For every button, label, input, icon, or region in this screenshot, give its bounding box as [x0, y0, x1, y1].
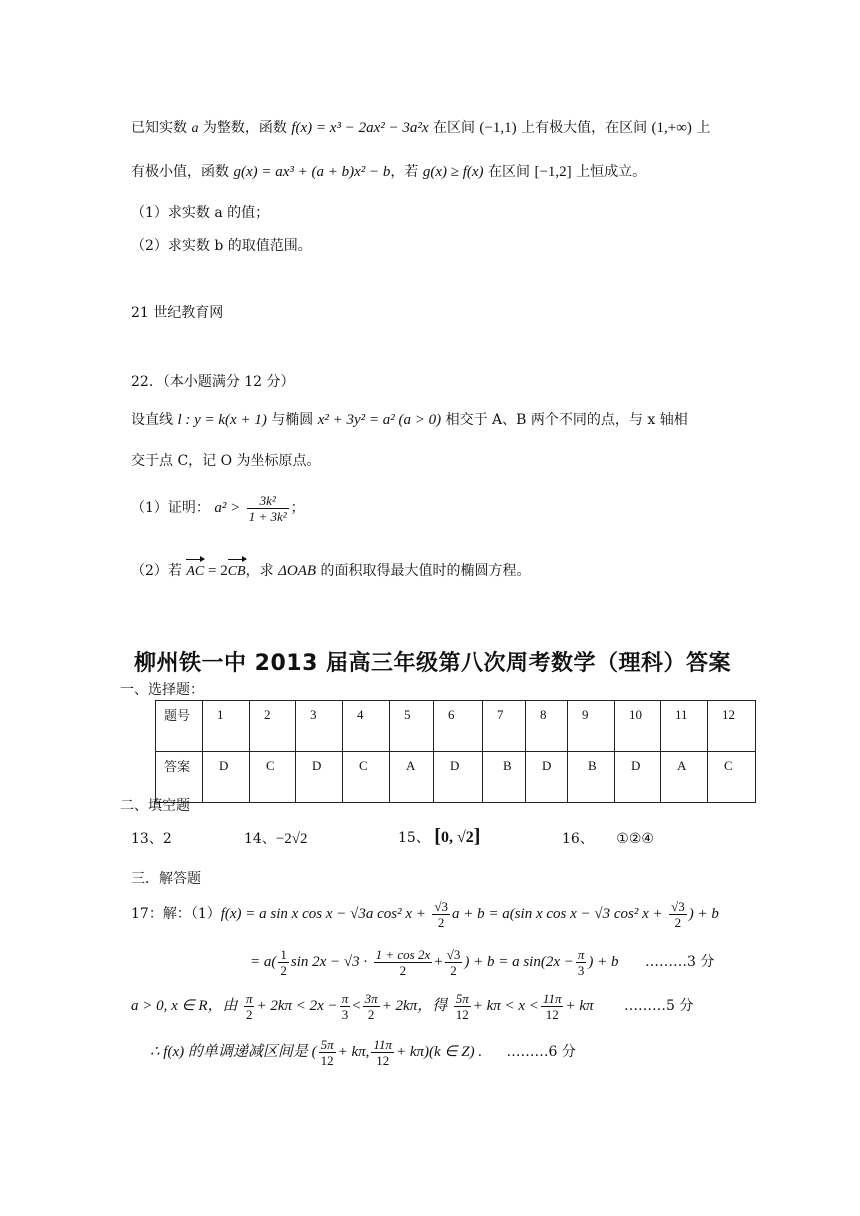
table-cell: C	[250, 752, 296, 803]
fraction-numerator: √3	[434, 898, 448, 914]
q17-eq2-e: ) + b	[588, 954, 619, 970]
answer-title: 柳州铁一中 2013 届高三年级第八次周考数学（理科）答案	[134, 651, 732, 676]
q22-line1	[131, 410, 688, 430]
table-cell: 11	[661, 701, 708, 752]
q17-label: 17：解：（1）	[131, 906, 221, 922]
q22-line-def: l : y = k(x + 1)	[177, 412, 267, 428]
q22-part1	[131, 490, 305, 526]
fill-q15-value: 0, √2	[440, 829, 474, 846]
q17-eq3	[131, 988, 693, 1024]
q21-line2	[131, 162, 646, 182]
q17-eq1-c: ) + b	[688, 906, 719, 922]
vector-ac: AC	[186, 562, 204, 582]
table-cell: A	[661, 752, 708, 803]
fraction-numerator: 5π	[455, 990, 469, 1006]
fill-q14-value: −2√2	[275, 831, 308, 847]
q22-text: ；	[290, 500, 305, 516]
q21-text: 在区间	[428, 120, 480, 136]
table-cell: 8	[526, 701, 568, 752]
score-5: ………5 分	[623, 998, 694, 1014]
table-cell: C	[343, 752, 390, 803]
fraction-denominator: 12	[320, 1052, 334, 1068]
fraction	[445, 947, 463, 978]
fraction	[576, 947, 587, 978]
q21-inequality: g(x) ≥ f(x)	[422, 164, 484, 180]
table-head-number: 题号	[156, 701, 203, 752]
q17-eq3-f: + kπ	[565, 998, 594, 1014]
fraction	[374, 947, 433, 978]
watermark: 21 世纪教育网	[131, 305, 224, 321]
table-cell: B	[483, 752, 526, 803]
q17-eq1	[131, 896, 719, 932]
fraction-numerator: 1 + cos 2x	[375, 946, 431, 962]
q21-text: 上有极大值，在区间	[516, 120, 652, 136]
fraction-numerator: 5π	[320, 1036, 334, 1052]
q22-line2: 交于点 C，记 O 为坐标原点。	[131, 453, 321, 469]
q21-text: 为整数，函数	[198, 120, 292, 136]
q21-g-def: g(x) = ax³ + (a + b)x² − b	[233, 164, 391, 180]
q22-part1-fraction	[247, 493, 289, 524]
q17-eq4	[150, 1034, 576, 1070]
section-solution: 三．解答题	[131, 871, 201, 887]
table-cell: 5	[390, 701, 434, 752]
fraction	[432, 899, 450, 930]
fill-q16-value: ①②④	[616, 831, 654, 847]
q17-eq4-a: ∴ f(x) 的单调递减区间是 (	[150, 1044, 317, 1060]
q17-eq2-a: = a(	[250, 954, 277, 970]
table-cell: 12	[708, 701, 756, 752]
q21-var-a: a	[191, 121, 199, 136]
q22-triangle: ΔOAB	[278, 563, 317, 579]
fraction-numerator: 3k²	[247, 493, 289, 509]
fraction	[541, 991, 564, 1022]
fill-q16-label: 16、	[562, 831, 594, 847]
fraction-denominator: 2	[280, 962, 287, 978]
table-cell: 6	[434, 701, 483, 752]
table-row-numbers	[156, 701, 756, 752]
q22-part1-lhs: a² >	[214, 500, 241, 516]
bracket-close: ]	[473, 825, 481, 847]
q22-part1-prefix: （1）证明：	[131, 500, 210, 516]
fraction	[340, 991, 351, 1022]
table-cell: A	[390, 752, 434, 803]
q17-eq3-b: + 2kπ < 2x −	[256, 998, 338, 1014]
answer-table	[155, 700, 756, 803]
table-cell: 10	[615, 701, 661, 752]
vector-cb: CB	[228, 562, 246, 582]
fraction	[244, 991, 255, 1022]
q22-text: 与椭圆	[266, 412, 318, 428]
score-6: ………6 分	[506, 1044, 576, 1060]
fraction-denominator: 2	[437, 914, 445, 930]
q17-eq2-d: ) + b = a sin(2x −	[464, 954, 574, 970]
table-cell: 2	[250, 701, 296, 752]
q17-eq3-e: + kπ < x <	[472, 998, 539, 1014]
q22-text: = 2	[204, 563, 228, 579]
q21-interval1: (−1,1)	[479, 120, 517, 136]
fraction-denominator: 2	[399, 962, 407, 978]
q17-eq2	[250, 944, 714, 980]
bracket-open: [	[434, 825, 441, 847]
q17-eq1-b: a + b = a(sin x cos x − √3 cos² x +	[451, 906, 663, 922]
fraction-numerator: 1	[280, 946, 287, 962]
fraction	[371, 1037, 394, 1068]
fill-q13: 13、2	[131, 831, 172, 847]
table-cell: D	[203, 752, 250, 803]
q22-part2	[131, 561, 530, 582]
table-row-answers	[156, 752, 756, 803]
fraction-denominator: 12	[545, 1006, 559, 1022]
table-cell: D	[434, 752, 483, 803]
q21-interval3: [−1,2]	[534, 164, 572, 180]
fraction-denominator: 12	[455, 1006, 469, 1022]
q22-text: 设直线	[131, 412, 178, 428]
fraction	[319, 1037, 336, 1068]
fill-q14-label: 14、	[244, 831, 276, 847]
fraction-denominator: 2	[367, 1006, 375, 1022]
fill-q14	[244, 829, 308, 849]
q21-text: 有极小值，函数	[131, 164, 234, 180]
table-cell: B	[568, 752, 615, 803]
fraction-denominator: 1 + 3k²	[248, 508, 287, 524]
fraction-numerator: √3	[671, 898, 685, 914]
q17-eq2-b: sin 2x − √3 ·	[290, 954, 368, 970]
fill-q16	[562, 829, 654, 849]
fraction-numerator: π	[577, 946, 585, 962]
q17-eq3-c: <	[352, 998, 361, 1014]
q17-eq2-c: +	[434, 954, 443, 970]
q22-text: （2）若	[131, 563, 187, 579]
q21-text: 已知实数	[131, 120, 192, 136]
table-cell: D	[615, 752, 661, 803]
table-cell: D	[296, 752, 343, 803]
table-cell: 9	[568, 701, 615, 752]
table-cell: 1	[203, 701, 250, 752]
fraction	[454, 991, 471, 1022]
q22-text: ，求	[245, 563, 279, 579]
q21-part2: （2）求实数 b 的取值范围。	[131, 238, 312, 254]
q22-text: 相交于 A、B 两个不同的点，与 x 轴相	[441, 412, 688, 428]
q21-part1: （1）求实数 a 的值；	[131, 205, 270, 221]
q21-text: 上	[691, 120, 711, 136]
q17-eq3-a: a > 0, x ∈ R，由	[131, 998, 238, 1014]
table-cell: 7	[483, 701, 526, 752]
fraction-denominator: 2	[450, 962, 457, 978]
section-fill: 二、填空题	[120, 798, 190, 814]
q21-interval2: (1,+∞)	[651, 120, 692, 136]
table-cell: C	[708, 752, 756, 803]
q21-text: ，若	[390, 164, 423, 180]
fraction-numerator: √3	[446, 946, 461, 962]
table-head-answer: 答案	[156, 752, 203, 803]
fraction-numerator: 3π	[364, 990, 378, 1006]
fraction-numerator: π	[341, 990, 349, 1006]
fraction-denominator: 2	[245, 1006, 253, 1022]
fraction-numerator: π	[245, 990, 253, 1006]
q22-text: 的面积取得最大值时的椭圆方程。	[316, 563, 531, 579]
fraction-denominator: 12	[376, 1052, 390, 1068]
table-cell: D	[526, 752, 568, 803]
q21-f-def: f(x) = x³ − 2ax² − 3a²x	[291, 120, 429, 136]
fraction	[278, 947, 289, 978]
fraction-numerator: 11π	[542, 990, 562, 1006]
fraction	[363, 991, 380, 1022]
q21-text: 在区间	[483, 164, 535, 180]
fill-q15	[398, 826, 480, 848]
table-cell: 4	[343, 701, 390, 752]
section-choice: 一、选择题：	[120, 682, 204, 698]
q17-eq1-a: f(x) = a sin x cos x − √3a cos² x +	[220, 906, 426, 922]
q17-eq3-d: + 2kπ，得	[381, 998, 448, 1014]
table-cell: 3	[296, 701, 343, 752]
fraction	[669, 899, 687, 930]
q22-header: 22．（本小题满分 12 分）	[131, 374, 295, 390]
score-3: ………3 分	[644, 954, 715, 970]
q21-text: 上恒成立。	[571, 164, 647, 180]
q22-ellipse: x² + 3y² = a² (a > 0)	[317, 412, 442, 428]
fraction-denominator: 3	[341, 1006, 349, 1022]
fill-q15-label: 15、	[398, 830, 430, 846]
q17-eq4-c: + kπ)(k ∈ Z) .	[395, 1044, 483, 1060]
fraction-denominator: 3	[577, 962, 585, 978]
q17-eq4-b: + kπ,	[337, 1044, 370, 1060]
q21-line1	[131, 118, 710, 139]
fraction-denominator: 2	[674, 914, 682, 930]
fraction-numerator: 11π	[373, 1036, 392, 1052]
